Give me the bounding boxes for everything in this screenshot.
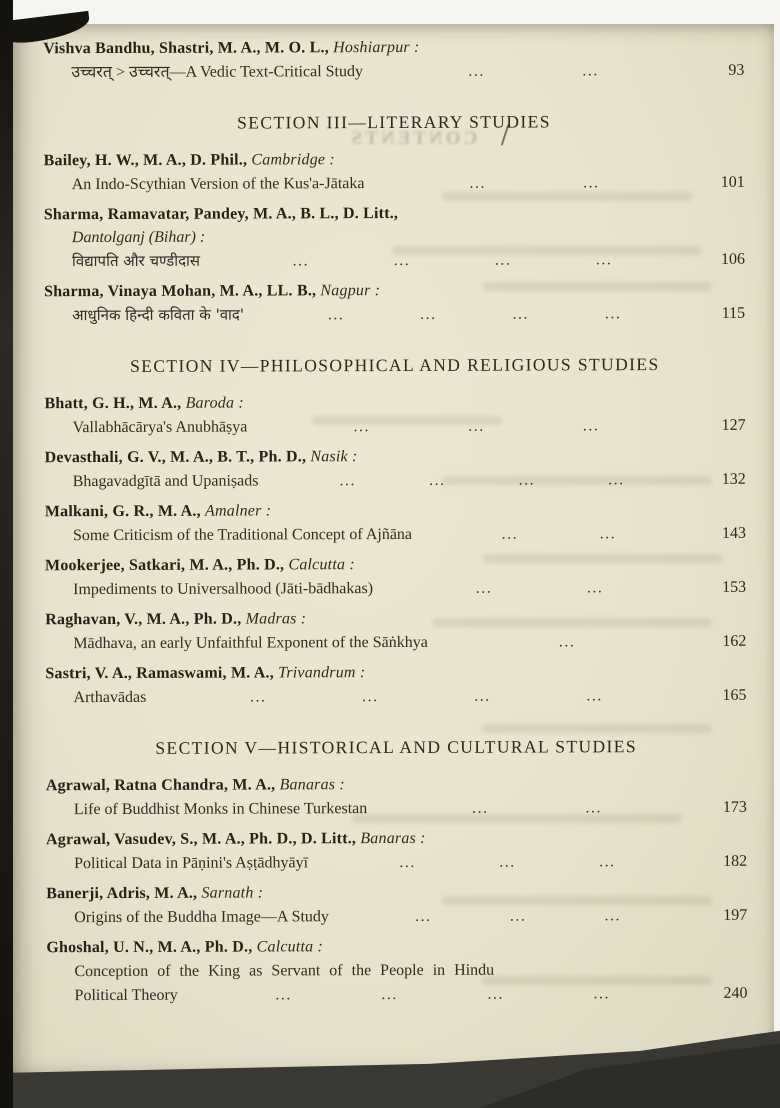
dot-leader [428,630,707,654]
dot-leader [146,684,706,709]
entry-author-line [46,826,747,851]
dot-group: ... [474,687,491,705]
author-place: Madras : [245,610,307,628]
author-name: Mookerjee, Satkari, M. A., Ph. D., [45,556,289,575]
showthrough-contents-text: CONTENTS [348,128,478,149]
work-title: Life of Buddhist Monks in Chinese Turkestan [73,800,368,819]
entry-title-line [45,468,746,493]
dot-leader [247,414,705,439]
dot-group: ... [599,853,616,871]
work-title: Origins of the Buddha Image—A Study [74,908,329,927]
entry-title-line [45,630,746,655]
dot-group: ... [468,417,485,435]
author-name: Vishva Bandhu, Shastri, M. A., M. O. L., [43,39,334,58]
dot-group: ... [487,985,504,1003]
toc-entry [45,606,746,655]
entry-author-line [44,147,745,172]
entry-author-line [44,201,745,226]
dot-group: ... [399,853,416,871]
entry-title-line [45,522,746,547]
dot-group: ... [420,305,437,323]
page-number: 153 [722,578,747,596]
page-number: 127 [721,416,746,434]
author-place: Trivandrum : [278,664,366,682]
entry-title-line [46,982,747,1007]
toc-entry [46,826,747,875]
toc-entry [45,660,746,709]
work-title: Political Theory [74,986,178,1005]
dot-group: ... [499,853,516,871]
dot-leader [373,576,706,600]
toc-entry [43,35,744,84]
author-name: Devasthali, G. V., M. A., B. T., Ph. D., [44,448,311,467]
dot-group: ... [469,174,487,192]
dot-leader [363,59,704,83]
dot-leader [258,468,705,493]
section-heading: SECTION III—LITERARY STUDIES [237,111,551,133]
page-number: 106 [720,250,745,268]
dot-group: ... [475,579,493,597]
author-place: Cambridge : [251,151,335,169]
entry-title-line [43,59,744,84]
toc-entry [45,552,746,601]
dot-group: ... [494,251,512,269]
page-number: 93 [728,61,745,79]
dot-group: ... [362,688,379,706]
work-title: Some Criticism of the Traditional Concept of Ajñāna [72,525,413,545]
dot-group: ... [583,174,600,192]
page-number: 101 [720,173,745,191]
dot-group: ... [595,251,613,269]
dot-group: ... [472,799,489,817]
dot-group: ... [249,688,267,706]
author-place: Dantolganj (Bihar) : [71,228,206,247]
work-title: उच्चरत् > उच्चरत्—A Vedic Text-Critical Study [71,63,363,82]
dot-group: ... [393,251,411,270]
author-name: Bhatt, G. H., M. A., [44,394,186,413]
entry-title-line [45,414,746,439]
work-title: विद्यापति और चण्डीदास [71,251,201,271]
entry-author-line [45,552,746,577]
dot-group: ... [339,472,357,490]
dot-leader [364,171,704,195]
toc-entry [44,147,745,196]
entry-title-line [44,171,745,196]
dot-leader [178,982,708,1007]
toc-entry [46,934,747,1007]
entry-author-line [45,498,746,523]
author-place: Nasik : [310,448,358,466]
entry-author-line [46,772,747,797]
entry-author-line [45,660,746,685]
dot-group: ... [501,525,519,543]
page-number: 240 [723,984,748,1002]
entry-title-line [44,302,745,327]
author-place: Banaras : [279,776,345,794]
work-title: Mādhava, an early Unfaithful Exponent of the Sāṅkhya [73,633,428,653]
author-place: Amalner : [204,502,272,520]
dot-group: ... [582,62,599,80]
dot-group: ... [582,417,600,435]
dot-group: ... [608,471,625,489]
dot-group: ... [604,907,622,925]
author-name: Banerji, Adris, M. A., [46,884,202,903]
author-name: Sharma, Vinaya Mohan, M. A., LL. B., [44,282,321,301]
entry-title-line [44,248,745,273]
dot-group: ... [558,633,576,651]
work-title: An Indo-Scythian Version of the Kus'a-Jātaka [71,175,365,194]
toc-entry [46,880,747,929]
work-title: Political Data in Pāṇini's Aṣṭādhyāyī [74,854,309,873]
dot-group: ... [509,907,527,925]
author-name: Sharma, Ramavatar, Pandey, M. A., B. L., D. Litt., [43,204,399,224]
author-place: Baroda : [185,394,244,412]
entry-title-line [45,684,746,709]
dot-group: ... [292,252,310,270]
dot-group: ... [327,306,345,324]
entry-author-line [44,278,745,303]
dot-group: ... [468,62,485,80]
toc-entry [44,201,745,273]
dot-group: ... [512,305,530,323]
page-number: 165 [722,686,747,704]
entry-author-line [45,606,746,631]
dot-group: ... [604,305,622,323]
entry-author-line [46,880,747,905]
toc-entry [45,444,746,493]
page-number: 173 [722,798,747,816]
dot-group: ... [415,907,432,925]
entry-author-line [46,934,747,959]
section-heading: SECTION IV—PHILOSOPHICAL AND RELIGIOUS STUDIES [130,354,660,376]
page-number: 115 [721,304,746,322]
work-title: Impediments to Universalhood (Jāti-bādhakas) [73,580,374,599]
paper-sheet [12,24,774,1080]
scan-edge-bottom [0,1016,780,1108]
entry-author-line [44,390,745,415]
author-place: Nagpur : [320,282,381,300]
author-place: Hoshiarpur : [333,38,420,57]
work-title: आधुनिक हिन्दी कविता के 'वाद' [72,305,245,325]
work-title: Bhagavadgītā and Upaniṣads [72,472,259,491]
entry-place-line [44,224,745,249]
dot-group: ... [585,799,603,817]
scan-edge-left [0,0,13,1108]
entry-title-line [46,904,747,929]
dot-leader [329,904,707,928]
author-name: Agrawal, Ratna Chandra, M. A., [45,776,280,795]
author-place: Sarnath : [201,884,264,902]
page-number: 197 [723,906,748,924]
dot-group: ... [275,986,292,1004]
author-name: Sastri, V. A., Ramaswami, M. A., [45,664,279,683]
toc-entry [45,498,746,547]
page-number: 162 [722,632,747,650]
page-number: 132 [721,470,746,488]
entry-title-line [45,576,746,601]
dot-group: ... [586,687,603,705]
dot-leader [367,796,707,820]
author-place: Banaras : [360,829,426,848]
work-title: Arthavādas [73,688,147,707]
section-heading: SECTION V—HISTORICAL AND CULTURAL STUDIES [155,736,638,758]
page-number: 143 [721,524,746,542]
entry-author-line [43,35,744,60]
page-number: 182 [723,852,748,870]
toc-content [43,35,748,1075]
toc-entry [46,772,747,821]
entry-title-line [46,850,747,875]
dot-group: ... [353,418,371,436]
dot-leader [308,850,707,874]
entry-title-line [46,958,747,983]
author-name: Raghavan, V., M. A., Ph. D., [45,610,246,629]
author-name: Agrawal, Vasudev, S., M. A., Ph. D., D. Litt., [45,830,361,849]
toc-entry [44,278,745,327]
author-place: Calcutta : [288,556,355,574]
dot-group: ... [586,579,604,597]
dot-group: ... [429,471,446,489]
author-name: Bailey, H. W., M. A., D. Phil., [43,151,252,170]
work-title: Conception of the King as Servant of the People in Hindu [74,961,495,981]
dot-group: ... [593,985,610,1003]
author-place: Calcutta : [256,938,324,956]
entry-author-line [45,444,746,469]
toc-entry [44,390,745,439]
dot-group: ... [599,525,617,543]
dot-leader [244,302,705,327]
dot-leader [412,522,706,546]
author-name: Ghoshal, U. N., M. A., Ph. D., [46,938,257,957]
dot-group: ... [381,985,398,1004]
dot-group: ... [518,471,536,489]
work-title: Vallabhācārya's Anubhāṣya [72,418,248,437]
entry-title-line [46,796,747,821]
dot-leader [200,248,705,273]
author-name: Malkani, G. R., M. A., [44,502,206,521]
